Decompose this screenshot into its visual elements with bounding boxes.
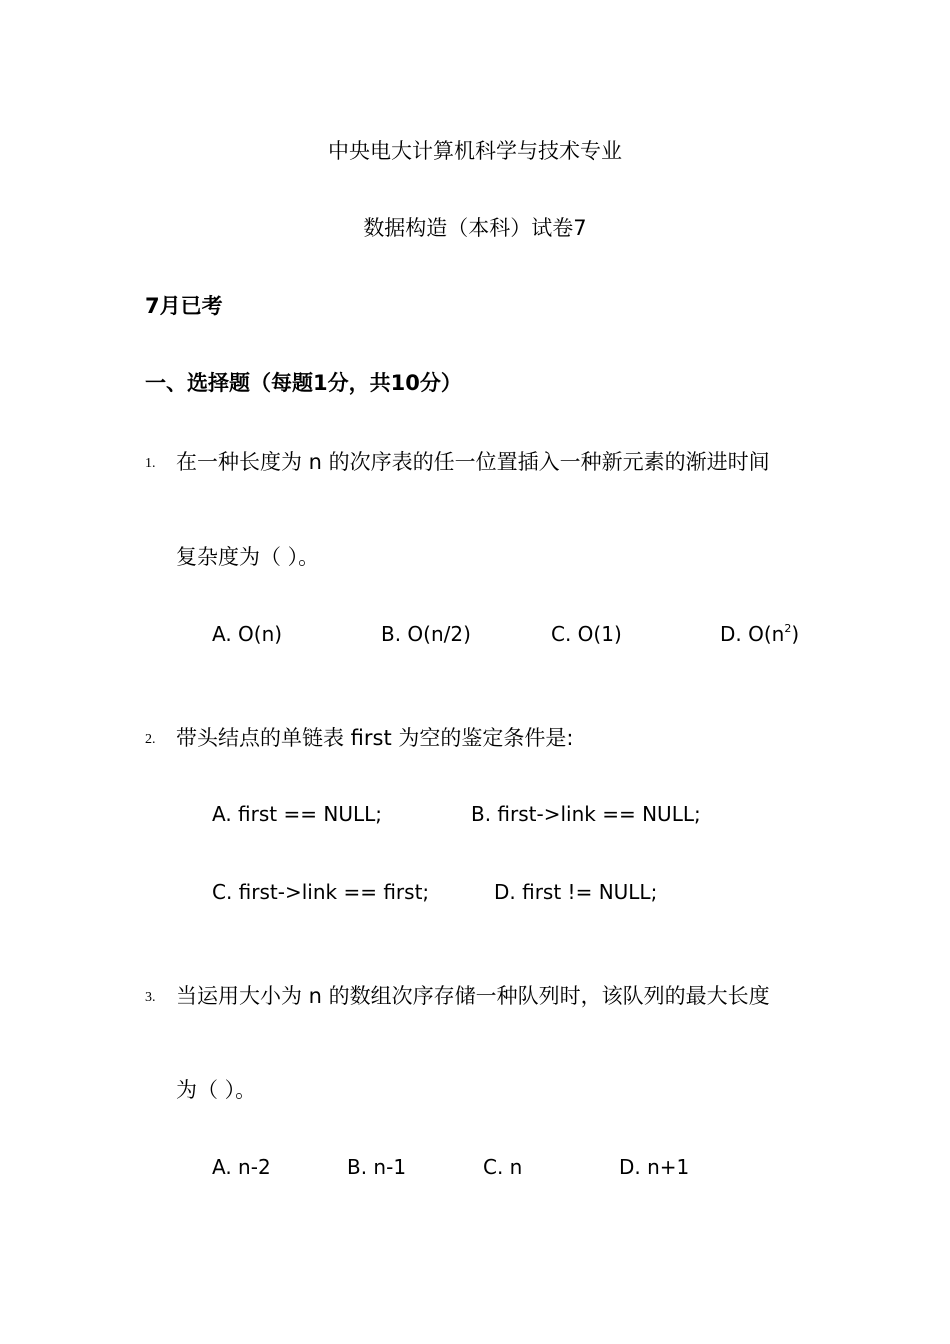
question-1-option-c: C. O(1) <box>551 622 622 646</box>
question-1-option-d <box>720 624 799 644</box>
question-2-number: 2. <box>145 732 156 747</box>
question-1-text-line1: 在一种长度为 n 的次序表的任一位置插入一种新元素的渐进时间 <box>176 450 770 474</box>
question-3-option-a: A. n-2 <box>212 1155 271 1179</box>
question-2-option-d: D. first != NULL; <box>494 880 658 904</box>
question-3-text-line1: 当运用大小为 n 的数组次序存储一种队列时，该队列的最大长度 <box>176 984 770 1008</box>
question-1-text-line2: 复杂度为（ ）。 <box>176 545 320 569</box>
question-1-option-a: A. O(n) <box>212 622 283 646</box>
question-1-option-d-exponent: 2 <box>784 622 792 636</box>
question-3-number: 3. <box>145 990 156 1005</box>
exam-note: 7月已考 <box>145 294 223 318</box>
question-1-option-b: B. O(n/2) <box>381 622 471 646</box>
question-3-option-d: D. n+1 <box>619 1155 690 1179</box>
question-3-option-c: C. n <box>483 1155 523 1179</box>
question-3-text-line2: 为（ ）。 <box>176 1078 257 1102</box>
question-1-option-d-suffix: ) <box>791 622 800 646</box>
document-title-line2: 数据构造（本科）试卷7 <box>363 216 587 240</box>
question-1-option-d-prefix: D. O(n <box>720 622 785 646</box>
question-2-text-line1: 带头结点的单链表 first 为空的鉴定条件是: <box>176 726 574 750</box>
question-2-option-b: B. first->link == NULL; <box>471 802 701 826</box>
question-1-number: 1. <box>145 456 156 471</box>
question-3-option-b: B. n-1 <box>347 1155 407 1179</box>
question-2-option-c: C. first->link == first; <box>212 880 430 904</box>
document-title-line1: 中央电大计算机科学与技术专业 <box>328 139 622 163</box>
section-title: 一、选择题（每题1分，共10分） <box>145 371 462 395</box>
question-2-option-a: A. first == NULL; <box>212 802 382 826</box>
